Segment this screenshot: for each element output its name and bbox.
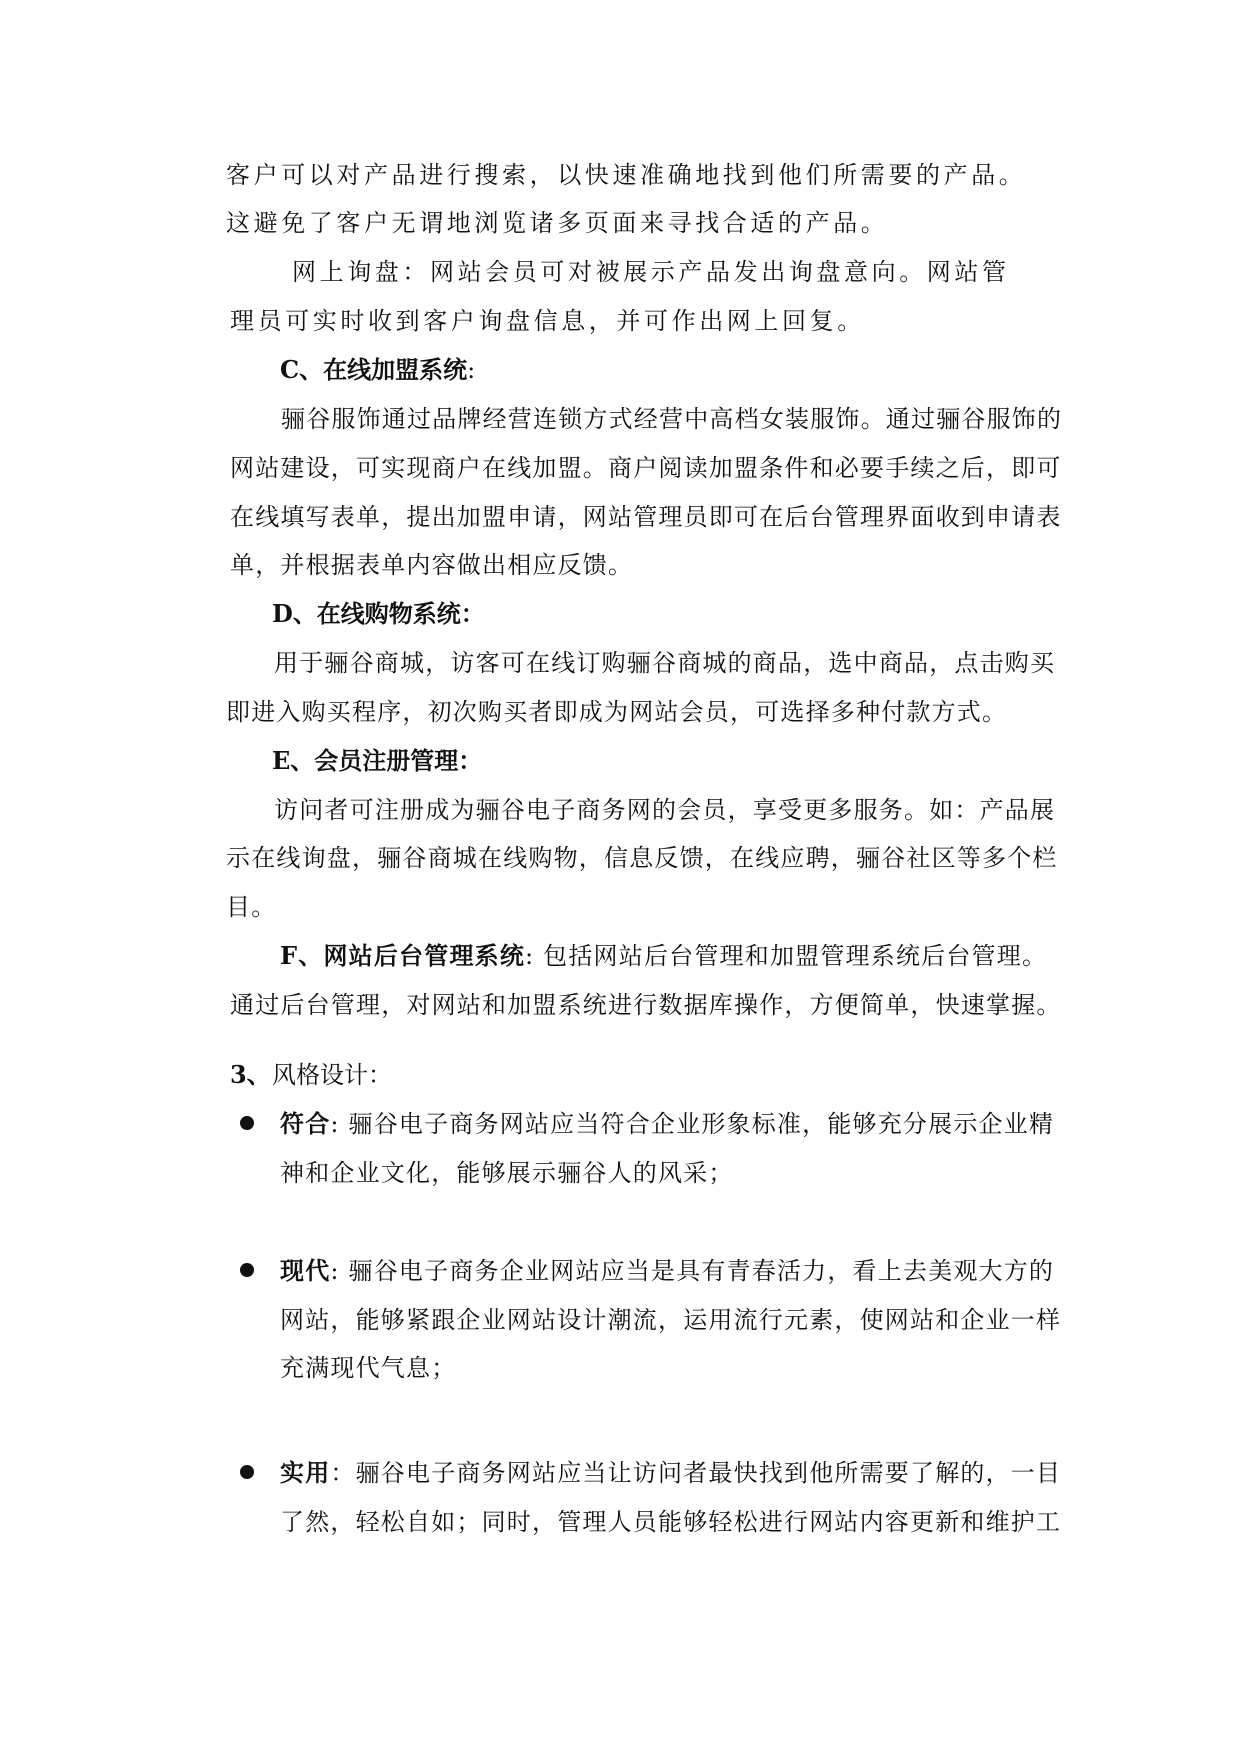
bullet-desc: : 骊谷电子商务网站应当符合企业形象标准，能够充分展示企业精 [330,1110,1055,1138]
body-text-line: 用于骊谷商城，访客可在线订购骊谷商城的商品，选中商品，点击购买 [274,649,1056,677]
body-text-line: 客户可以对产品进行搜索，以快速准确地找到他们所需要的产品。 [226,161,1027,189]
body-text-line: 访问者可注册成为骊谷电子商务网的会员，享受更多服务。如：产品展 [274,796,1056,824]
section-c-heading [280,355,475,385]
body-text-line: 理员可实时收到客户询盘信息，并可作出网上回复。 [230,307,865,335]
bullet-item-line: 神和企业文化，能够展示骊谷人的风采； [280,1159,734,1187]
bullet-item-line [280,1109,1054,1139]
section-3-heading: 风格设计： [272,1061,392,1089]
bullet-term: 符合 [280,1109,331,1138]
body-text-line: 网站建设，可实现商户在线加盟。商户阅读加盟条件和必要手续之后，即可 [230,454,1062,482]
section-c-heading-colon: : [467,356,476,384]
section-c-heading-text: C、在线加盟系统 [280,355,468,384]
section-e-heading: E、会员注册管理： [272,746,483,775]
bullet-icon [240,1465,254,1479]
section-3-number: 3、 [230,1060,271,1089]
bullet-term: 现代 [280,1256,331,1285]
body-text-line: 网上询盘：网站会员可对被展示产品发出询盘意向。网站管 [292,258,1010,286]
bullet-item-line: 充满现代气息； [280,1354,457,1382]
body-text-line: 在线填写表单，提出加盟申请，网站管理员即可在后台管理界面收到申请表 [230,503,1062,531]
body-text-line: 即进入购买程序，初次购买者即成为网站会员，可选择多种付款方式。 [226,698,1008,726]
bullet-desc: : 骊谷电子商务企业网站应当是具有青春活力，看上去美观大方的 [330,1257,1055,1285]
body-text-line: 这避免了客户无谓地浏览诸多页面来寻找合适的产品。 [226,209,889,237]
bullet-term: 实用 [280,1458,331,1487]
body-text-line: 骊谷服饰通过品牌经营连锁方式经营中高档女装服饰。通过骊谷服饰的 [281,405,1063,433]
bullet-item-line [280,1458,1061,1488]
body-text-line: 目。 [226,893,277,921]
section-d-heading: D、在线购物系统： [272,599,485,628]
section-f-heading-text: F、网站后台管理系统 [280,941,526,970]
bullet-item-line: 网站，能够紧跟企业网站设计潮流，运用流行元素，使网站和企业一样 [280,1306,1062,1334]
body-text-line: 单，并根据表单内容做出相应反馈。 [230,551,634,579]
section-f-heading [280,941,1047,971]
bullet-item-line [280,1256,1054,1286]
bullet-desc: ：骊谷电子商务网站应当让访问者最快找到他所需要了解的，一目 [330,1459,1062,1487]
body-text-line: 通过后台管理，对网站和加盟系统进行数据库操作，方便简单，快速掌握。 [230,991,1062,1019]
bullet-item-line: 了然，轻松自如；同时，管理人员能够轻松进行网站内容更新和维护工 [280,1508,1062,1536]
body-text-line: 示在线询盘，骊谷商城在线购物，信息反馈，在线应聘，骊谷社区等多个栏 [226,844,1058,872]
section-f-heading-desc: : 包括网站后台管理和加盟管理系统后台管理。 [525,942,1048,970]
bullet-icon [240,1263,254,1277]
bullet-icon [240,1116,254,1130]
